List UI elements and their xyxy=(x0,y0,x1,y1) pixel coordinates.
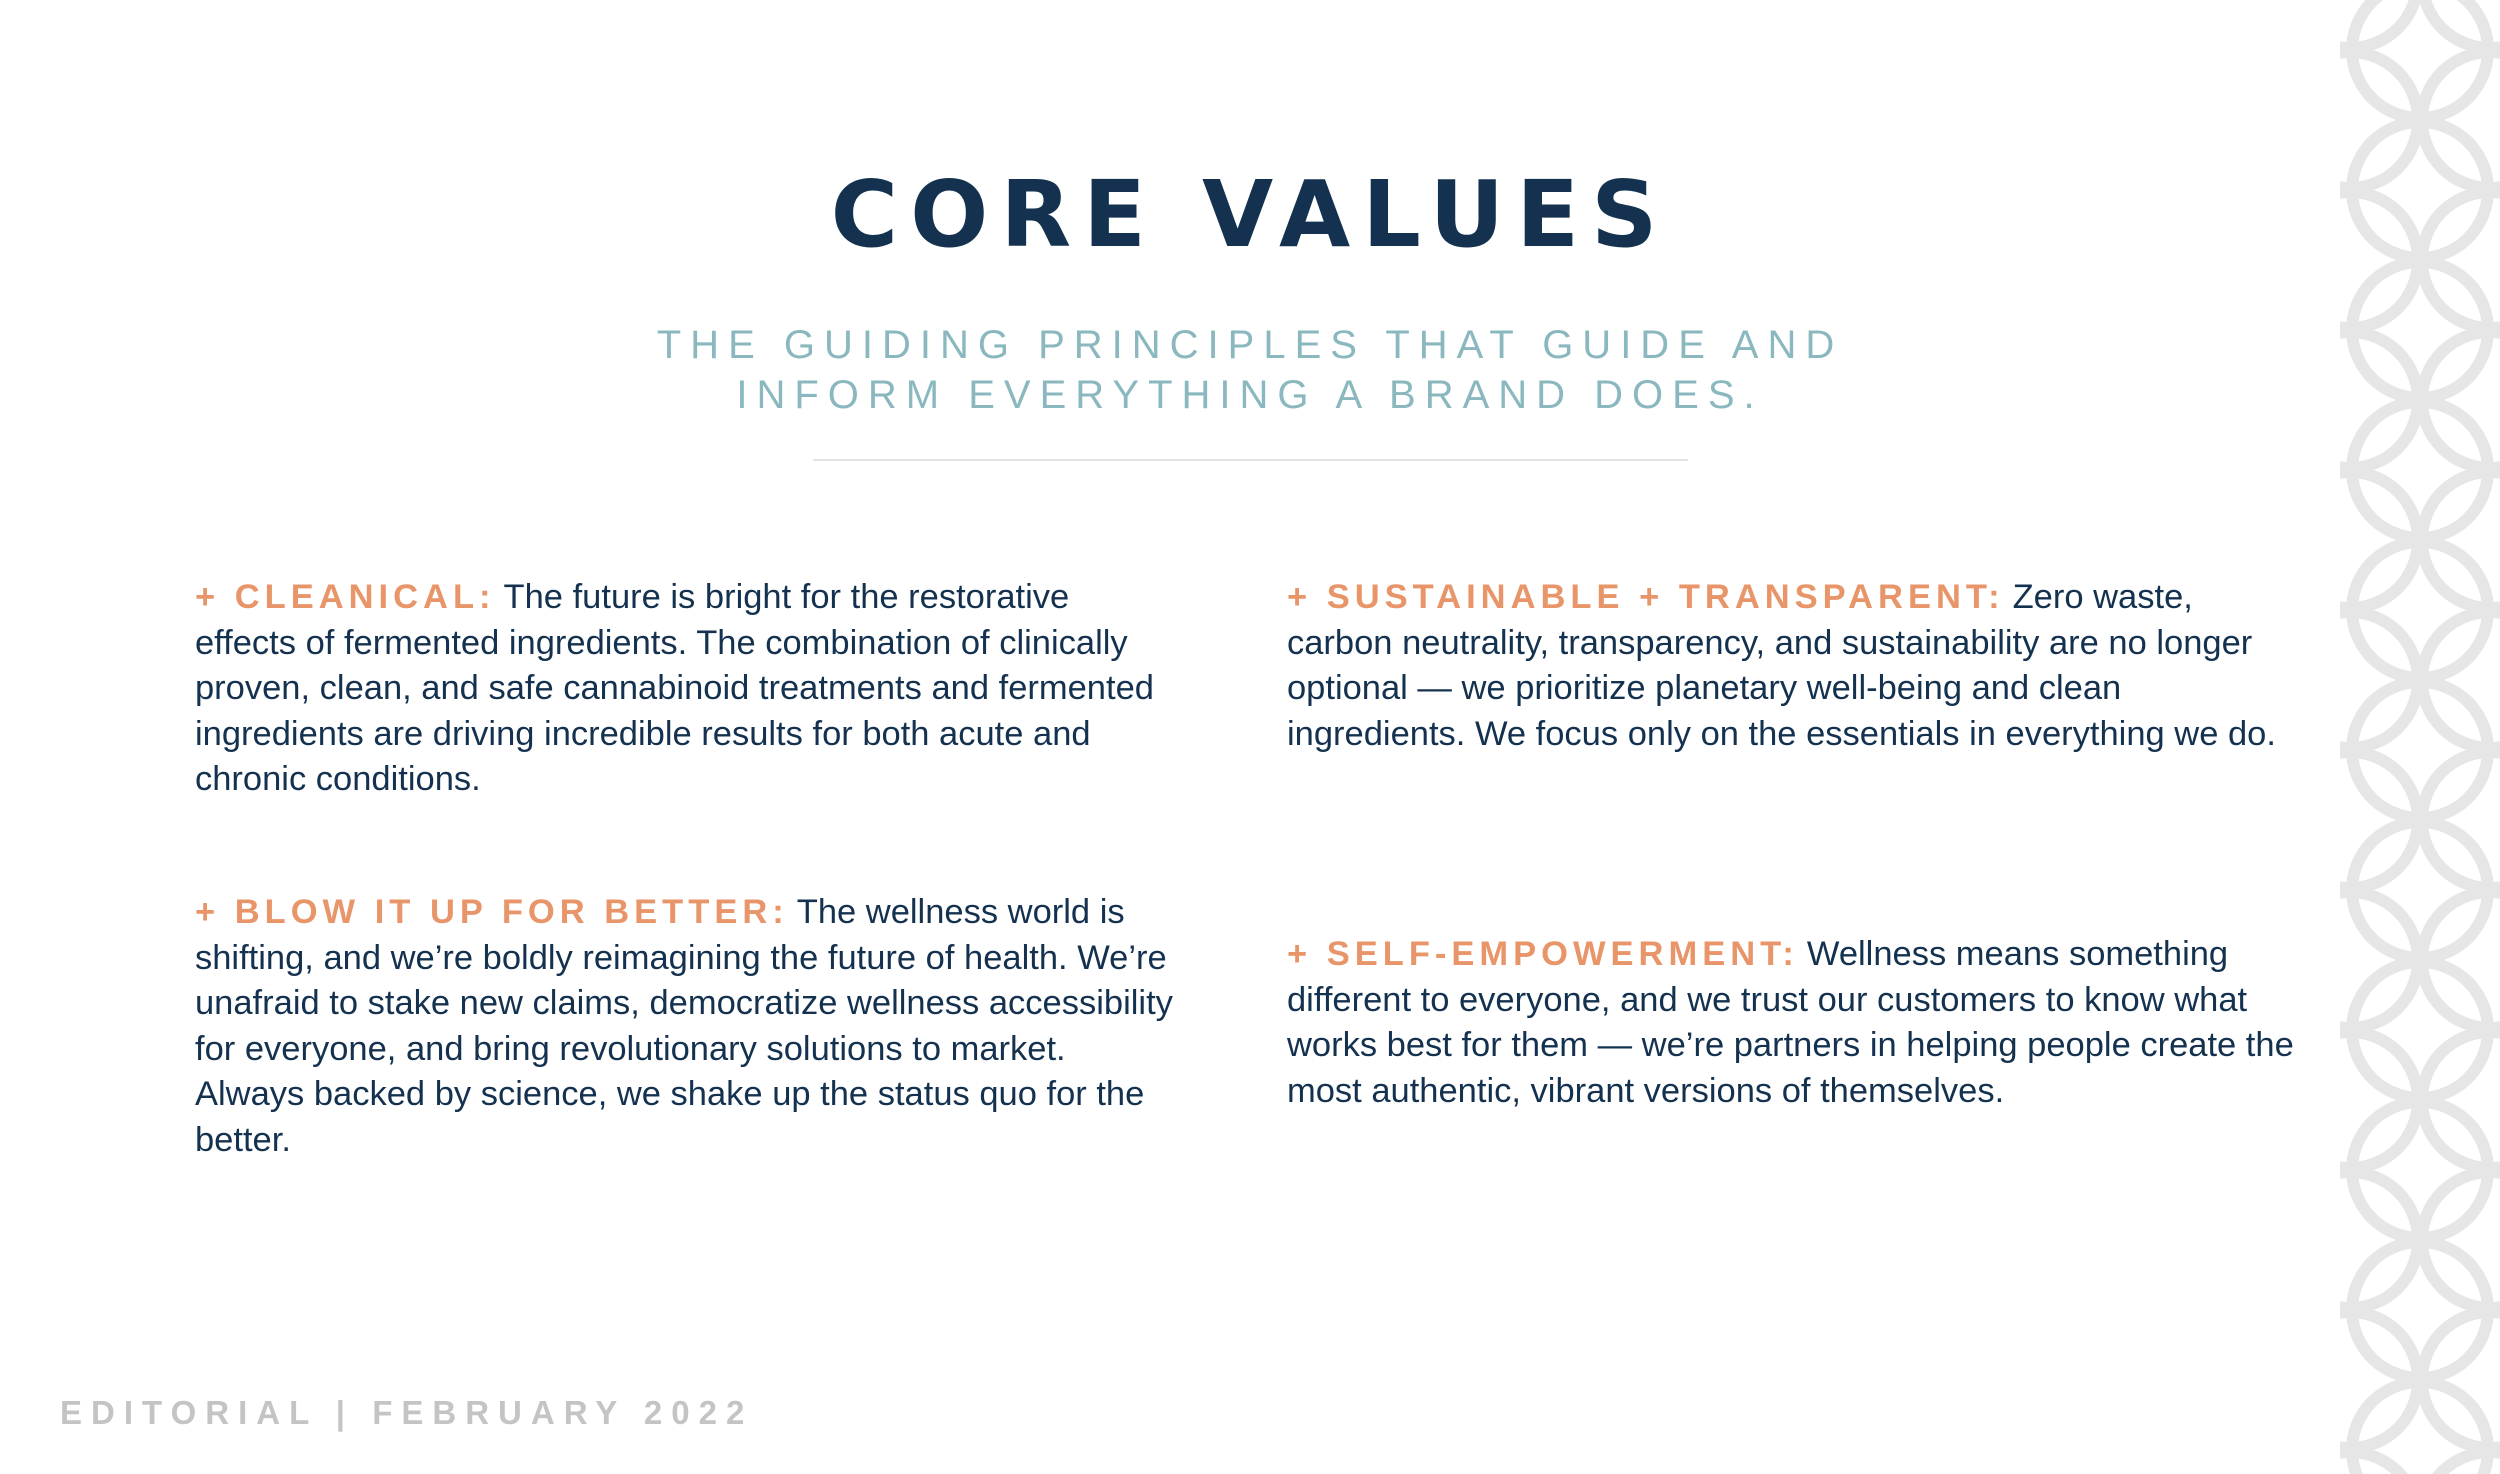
decorative-ring-pattern xyxy=(2340,0,2500,1474)
value-text: Zero waste, carbon neutrality, transparency, and sustainability are no longer optional — we prioritize planetary well-being and clean ingredients. We focus only on the essentials in everything we do. xyxy=(1287,578,2276,753)
footer-text: EDITORIAL | FEBRUARY 2022 xyxy=(60,1394,754,1431)
value-label: + SUSTAINABLE + TRANSPARENT: xyxy=(1287,578,2005,616)
page-subtitle xyxy=(0,320,2500,420)
value-text: The future is bright for the restorative effects of fermented ingredients. The combination of clinically proven, clean, and safe cannabinoid treatments and fermented ingredients are driving incredible results for both acute and chronic conditions. xyxy=(195,578,1154,798)
subtitle-line-1: THE GUIDING PRINCIPLES THAT GUIDE AND xyxy=(656,323,1844,367)
value-cleanical xyxy=(195,575,1175,803)
value-sustainable-transparent xyxy=(1287,575,2287,757)
subtitle-line-2: INFORM EVERYTHING A BRAND DOES. xyxy=(736,373,1764,417)
value-label: + BLOW IT UP FOR BETTER: xyxy=(195,893,789,931)
value-text: The wellness world is shifting, and we’re boldly reimagining the future of health. We’re unafraid to stake new claims, democratize wellness accessibility for everyone, and bring revolutionary solutions to market. Always backed by science, we shake up the status quo for the better. xyxy=(195,893,1173,1159)
value-blow-it-up xyxy=(195,890,1175,1163)
header-divider xyxy=(813,459,1688,461)
page-title: CORE VALUES xyxy=(830,161,1670,268)
value-self-empowerment xyxy=(1287,932,2327,1114)
value-label: + SELF-EMPOWERMENT: xyxy=(1287,935,1799,973)
value-text: Wellness means something different to everyone, and we trust our customers to know what works best for them — we’re partners in helping people create the most authentic, vibrant versions of themselves. xyxy=(1287,935,2294,1110)
value-label: + CLEANICAL: xyxy=(195,578,496,616)
